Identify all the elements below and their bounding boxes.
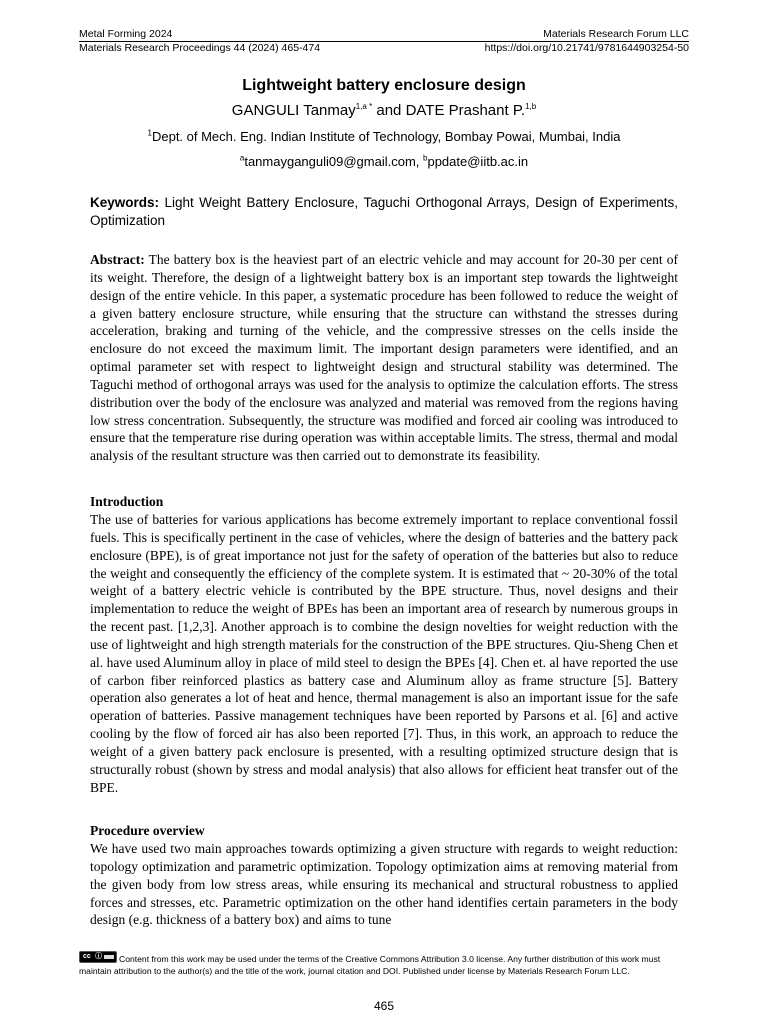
procedure-heading: Procedure overview xyxy=(90,823,205,838)
email-a-superscript: a xyxy=(239,153,245,163)
abstract-block xyxy=(90,251,678,465)
license-footer xyxy=(79,951,689,977)
author-1-superscript: 1,a * xyxy=(355,102,373,111)
author-2-superscript: 1,b xyxy=(525,102,537,111)
conference-name: Metal Forming 2024 xyxy=(79,28,173,40)
introduction-heading: Introduction xyxy=(90,494,164,509)
license-text: Content from this work may be used under the terms of the Creative Commons Attribution 3.0 license. Any further distribution of this work must maintain attribution to the author(s) and the title of the work, journal citation and DOI. Published under license by Materials Research Forum LLC. xyxy=(79,954,661,976)
page-number: 465 xyxy=(373,999,395,1013)
running-header-top xyxy=(79,28,689,40)
proceedings-citation: Materials Research Proceedings 44 (2024) 465-474 xyxy=(79,42,321,54)
author-separator: and xyxy=(372,102,406,119)
keywords-block xyxy=(90,194,678,229)
keywords-label: Keywords: xyxy=(90,195,160,210)
abstract-label: Abstract: xyxy=(90,252,145,267)
publisher-name: Materials Research Forum LLC xyxy=(543,28,689,40)
procedure-body: We have used two main approaches towards optimizing a given structure with regards to weight reduction: topology optimization and parametric optimization. Topology optimization aims at removing material from the given body from low stress areas, while ensuring its mechanical and structural robustness to applied forces and stresses, etc. Parametric optimization on the other hand identifies certain parameters in the body design (e.g. thickness of a battery box) and aims to tune xyxy=(90,841,678,928)
abstract-text: The battery box is the heaviest part of an electric vehicle and may account for 20-30 per cent of its weight. Therefore, the design of a lightweight battery box is an important step towards the lightweight design of the entire vehicle. In this paper, a systematic procedure has been followed to reduce the weight of a given battery enclosure structure, while ensuring that the structure can withstand the stresses during acceleration, braking and turning of the vehicle, and the compressive stresses on the cells inside the enclosure do not exceed the maximum limit. The important design parameters were identified, and an optimal parameter set with respect to lightweight design and structural stability was determined. The Taguchi method of orthogonal arrays was used for the analysis to optimize the calculation efforts. The stress distribution over the body of the enclosure was analyzed and material was removed from the regions having low stress concentration. Subsequently, the structure was modified and forced air cooling was introduced to ensure that the temperature rise during operation was within acceptable limits. The stress, thermal and modal analysis of the resultant structure was then carried out to demonstrate its feasibility. xyxy=(90,252,678,464)
author-emails xyxy=(79,154,689,170)
email-b-superscript: b xyxy=(423,153,428,163)
affiliation-text: Dept. of Mech. Eng. Indian Institute of Technology, Bombay Powai, Mumbai, India xyxy=(151,129,621,144)
doi-link[interactable]: https://doi.org/10.21741/9781644903254-50 xyxy=(484,42,689,54)
paper-title: Lightweight battery enclosure design xyxy=(242,77,526,94)
keywords-text: Light Weight Battery Enclosure, Taguchi Orthogonal Arrays, Design of Experiments, Optimization xyxy=(90,195,678,228)
running-header-bottom xyxy=(79,42,689,54)
author-list xyxy=(79,102,689,120)
author-2-name: DATE Prashant P. xyxy=(405,102,526,119)
cc-by-icon[interactable]: cc ⓘ xyxy=(79,951,117,963)
affiliation xyxy=(79,129,689,145)
email-b[interactable]: ppdate@iitb.ac.in xyxy=(427,154,529,169)
introduction-body: The use of batteries for various applications has become extremely important to replace conventional fossil fuels. This is specifically pertinent in the case of vehicles, where the design of batteries and the battery pack enclosure (BPE), is of great importance not just for the safety of operation of the batteries but also to reduce the weight and consequently the efficiency of the complete system. It is estimated that ~ 20-30% of the total weight of a battery electric vehicle is contributed by the BPE structure. Thus, novel designs and their implementation to reduce the weight of BPEs has been an important area of research by numerous groups in the recent past. [1,2,3]. Another approach is to combine the design novelties for weight reduction with the use of lightweight and high strength materials for the construction of the BPE structures. Qiu-Sheng Chen et al. have used Aluminum alloy in place of mild steel to design the BPEs [4]. Chen et. al have reported the use of carbon fiber reinforced plastics as battery case and Aluminum alloy as frame structure [5]. Battery operation also generates a lot of heat and hence, thermal management is also an important issue for the safe operation of batteries. Passive management techniques have been reported by Parsons et al. [6] and active cooling by the flow of forced air has also been reported [7]. Thus, in this work, an approach to reduce the weight of a given battery pack enclosure is presented, with a resulting optimized structure design that is structurally robust (shown by stress and modal analysis) that also allows for efficient heat transfer out of the BPE. xyxy=(90,512,678,795)
author-1-name: GANGULI Tanmay xyxy=(231,102,356,119)
email-a[interactable]: tanmayganguli09@gmail.com, xyxy=(244,154,424,169)
affiliation-superscript: 1 xyxy=(147,128,152,138)
